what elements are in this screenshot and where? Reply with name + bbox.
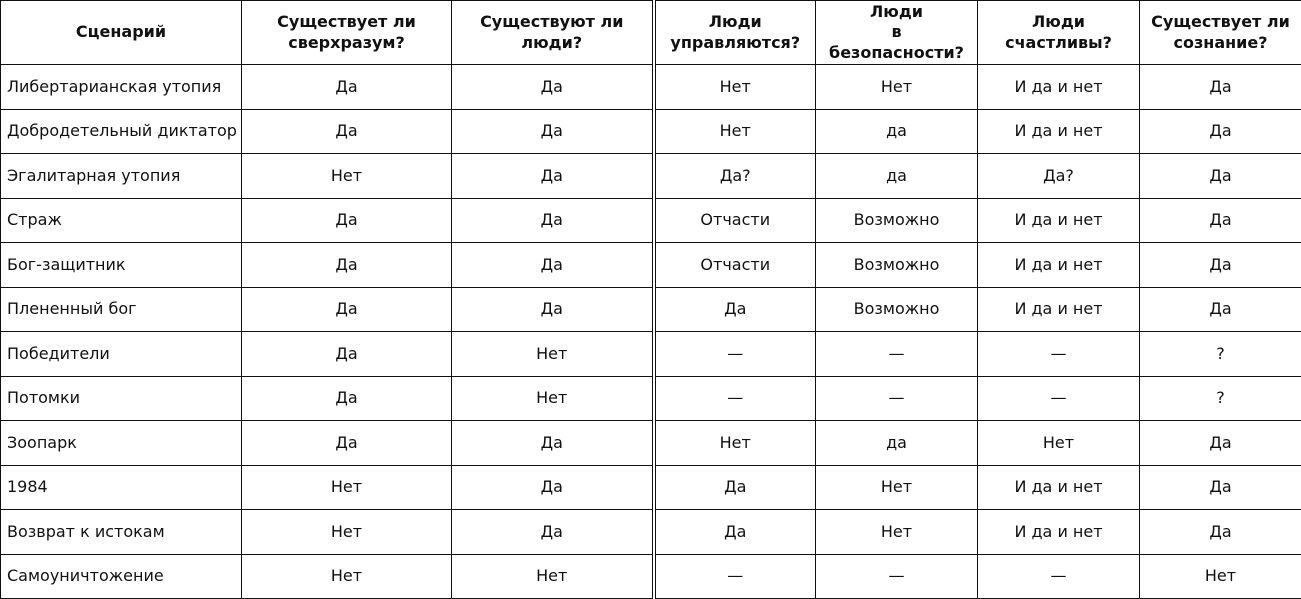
superintelligence-cell: Нет bbox=[242, 554, 452, 599]
header-consciousness-line1: Существует ли bbox=[1151, 12, 1290, 32]
superintelligence-cell: Да bbox=[242, 421, 452, 466]
header-humans-happy bbox=[978, 1, 1140, 65]
humans-happy-cell: И да и нет bbox=[978, 510, 1140, 555]
header-row bbox=[1, 1, 1301, 65]
humans-happy-cell: Нет bbox=[978, 421, 1140, 466]
humans-safe-cell: да bbox=[816, 154, 978, 199]
humans-controlled-cell: Нет bbox=[654, 109, 816, 154]
table-body bbox=[1, 65, 1301, 599]
humans-exist-cell: Да bbox=[452, 243, 654, 288]
table-row bbox=[1, 421, 1301, 466]
humans-safe-cell: Возможно bbox=[816, 287, 978, 332]
table-row bbox=[1, 243, 1301, 288]
humans-controlled-cell: — bbox=[654, 332, 816, 377]
consciousness-cell: Да bbox=[1140, 510, 1301, 555]
consciousness-cell: Да bbox=[1140, 154, 1301, 199]
header-consciousness-line2: сознание? bbox=[1173, 32, 1268, 52]
consciousness-cell: Да bbox=[1140, 65, 1301, 110]
header-humans-exist-line1: Существуют ли bbox=[480, 12, 624, 32]
table-row bbox=[1, 554, 1301, 599]
consciousness-cell: Да bbox=[1140, 198, 1301, 243]
superintelligence-cell: Да bbox=[242, 109, 452, 154]
humans-safe-cell: — bbox=[816, 554, 978, 599]
superintelligence-cell: Да bbox=[242, 243, 452, 288]
header-scenario-line1: Сценарий bbox=[75, 22, 167, 42]
header-consciousness bbox=[1140, 1, 1301, 65]
humans-happy-cell: И да и нет bbox=[978, 109, 1140, 154]
humans-controlled-cell: Отчасти bbox=[654, 198, 816, 243]
scenario-name-cell: Добродетельный диктатор bbox=[1, 109, 242, 154]
consciousness-cell: Да bbox=[1140, 109, 1301, 154]
humans-safe-cell: да bbox=[816, 421, 978, 466]
header-humans-happy-line1: Люди bbox=[1032, 12, 1085, 32]
header-humans-happy-line2: счастливы? bbox=[1005, 32, 1112, 52]
superintelligence-cell: Нет bbox=[242, 154, 452, 199]
humans-exist-cell: Да bbox=[452, 465, 654, 510]
table-row bbox=[1, 198, 1301, 243]
header-superintelligence-line2: сверхразум? bbox=[288, 32, 405, 52]
humans-safe-cell: Нет bbox=[816, 510, 978, 555]
header-humans-controlled-line2: управляются? bbox=[670, 32, 801, 52]
table-row bbox=[1, 465, 1301, 510]
humans-exist-cell: Нет bbox=[452, 332, 654, 377]
scenario-name-cell: Зоопарк bbox=[1, 421, 242, 466]
humans-happy-cell: — bbox=[978, 554, 1140, 599]
scenario-name-cell: Возврат к истокам bbox=[1, 510, 242, 555]
superintelligence-cell: Да bbox=[242, 287, 452, 332]
header-humans-safe-line1: Люди bbox=[870, 1, 923, 21]
humans-safe-cell: — bbox=[816, 332, 978, 377]
humans-controlled-cell: Нет bbox=[654, 65, 816, 110]
humans-safe-cell: Возможно bbox=[816, 198, 978, 243]
scenario-name-cell: Плененный бог bbox=[1, 287, 242, 332]
consciousness-cell: Да bbox=[1140, 243, 1301, 288]
superintelligence-cell: Да bbox=[242, 65, 452, 110]
consciousness-cell: Да bbox=[1140, 465, 1301, 510]
header-humans-controlled bbox=[654, 1, 816, 65]
header-humans-exist-line2: люди? bbox=[521, 32, 583, 52]
humans-exist-cell: Да bbox=[452, 198, 654, 243]
superintelligence-cell: Да bbox=[242, 332, 452, 377]
scenario-name-cell: 1984 bbox=[1, 465, 242, 510]
humans-controlled-cell: — bbox=[654, 554, 816, 599]
header-humans-exist bbox=[452, 1, 654, 65]
header-humans-controlled-line1: Люди bbox=[708, 12, 762, 32]
table-row bbox=[1, 65, 1301, 110]
humans-happy-cell: И да и нет bbox=[978, 465, 1140, 510]
humans-happy-cell: И да и нет bbox=[978, 287, 1140, 332]
scenario-name-cell: Потомки bbox=[1, 376, 242, 421]
table-row bbox=[1, 287, 1301, 332]
humans-happy-cell: — bbox=[978, 332, 1140, 377]
humans-exist-cell: Да bbox=[452, 109, 654, 154]
humans-exist-cell: Да bbox=[452, 510, 654, 555]
humans-safe-cell: Нет bbox=[816, 465, 978, 510]
consciousness-cell: ? bbox=[1140, 332, 1301, 377]
table-row bbox=[1, 332, 1301, 377]
scenario-name-cell: Победители bbox=[1, 332, 242, 377]
superintelligence-cell: Да bbox=[242, 198, 452, 243]
consciousness-cell: Да bbox=[1140, 287, 1301, 332]
humans-exist-cell: Да bbox=[452, 421, 654, 466]
superintelligence-cell: Нет bbox=[242, 510, 452, 555]
table-header bbox=[1, 1, 1301, 65]
header-scenario bbox=[1, 1, 242, 65]
humans-happy-cell: И да и нет bbox=[978, 243, 1140, 288]
humans-safe-cell: Возможно bbox=[816, 243, 978, 288]
humans-controlled-cell: Нет bbox=[654, 421, 816, 466]
consciousness-cell: Да bbox=[1140, 421, 1301, 466]
humans-exist-cell: Нет bbox=[452, 376, 654, 421]
scenario-name-cell: Бог-защитник bbox=[1, 243, 242, 288]
humans-controlled-cell: Да bbox=[654, 510, 816, 555]
humans-controlled-cell: Да bbox=[654, 465, 816, 510]
humans-safe-cell: да bbox=[816, 109, 978, 154]
table-row bbox=[1, 510, 1301, 555]
humans-controlled-cell: Да? bbox=[654, 154, 816, 199]
scenario-name-cell: Эгалитарная утопия bbox=[1, 154, 242, 199]
humans-happy-cell: — bbox=[978, 376, 1140, 421]
humans-happy-cell: И да и нет bbox=[978, 65, 1140, 110]
consciousness-cell: ? bbox=[1140, 376, 1301, 421]
humans-controlled-cell: — bbox=[654, 376, 816, 421]
scenario-name-cell: Страж bbox=[1, 198, 242, 243]
header-humans-safe bbox=[816, 1, 978, 65]
table-row bbox=[1, 154, 1301, 199]
humans-exist-cell: Да bbox=[452, 287, 654, 332]
humans-exist-cell: Да bbox=[452, 65, 654, 110]
scenario-name-cell: Либертарианская утопия bbox=[1, 65, 242, 110]
humans-exist-cell: Нет bbox=[452, 554, 654, 599]
table-row bbox=[1, 376, 1301, 421]
humans-controlled-cell: Отчасти bbox=[654, 243, 816, 288]
scenario-name-cell: Самоуничтожение bbox=[1, 554, 242, 599]
humans-controlled-cell: Да bbox=[654, 287, 816, 332]
humans-happy-cell: Да? bbox=[978, 154, 1140, 199]
header-superintelligence-line1: Существует ли bbox=[277, 12, 416, 32]
table-row bbox=[1, 109, 1301, 154]
humans-safe-cell: — bbox=[816, 376, 978, 421]
humans-exist-cell: Да bbox=[452, 154, 654, 199]
consciousness-cell: Нет bbox=[1140, 554, 1301, 599]
superintelligence-cell: Да bbox=[242, 376, 452, 421]
superintelligence-cell: Нет bbox=[242, 465, 452, 510]
humans-safe-cell: Нет bbox=[816, 65, 978, 110]
header-superintelligence bbox=[242, 1, 452, 65]
humans-happy-cell: И да и нет bbox=[978, 198, 1140, 243]
header-humans-safe-line2: в безопасности? bbox=[829, 22, 964, 62]
